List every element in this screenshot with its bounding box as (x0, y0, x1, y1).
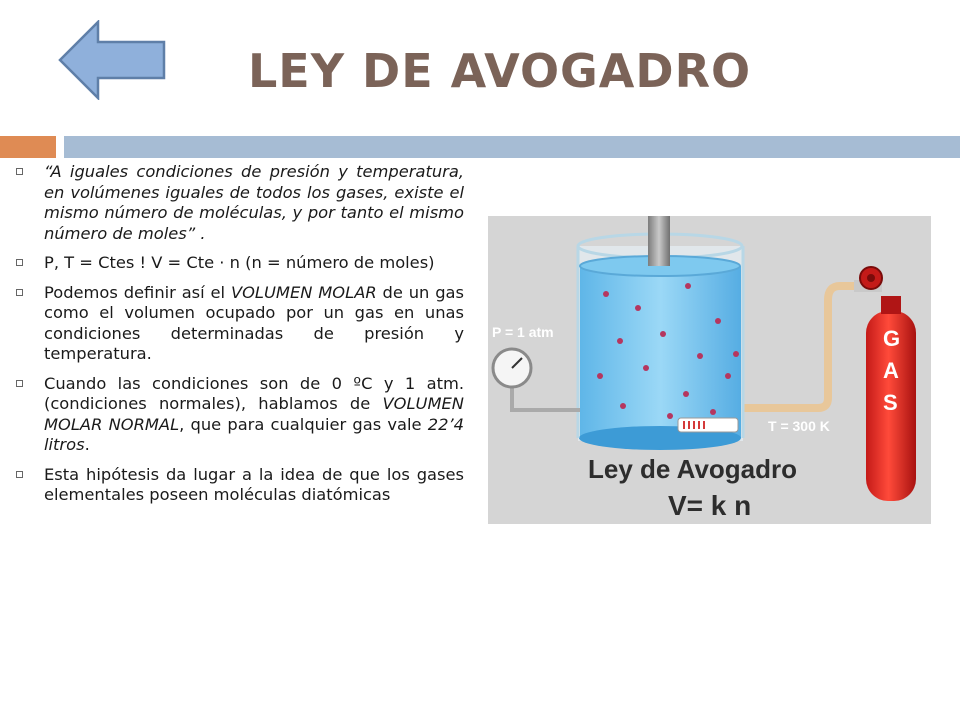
temperature-label: T = 300 K (768, 418, 830, 434)
accent-bar-orange (0, 136, 56, 158)
square-bullet-icon (16, 168, 23, 175)
bullet-normal-molar-volume: Cuando las condiciones son de 0 ºC y 1 atm. (condiciones normales), hablamos de VOLUMEN MOLAR NORMAL, que para cualquier gas vale 22’4 litros. (12, 374, 464, 456)
back-arrow-icon[interactable] (58, 20, 168, 100)
gas-letter-a: A (883, 358, 899, 383)
bullet-list (12, 162, 464, 515)
figure-caption-title: Ley de Avogadro (588, 454, 798, 484)
square-bullet-icon (16, 289, 23, 296)
slide-title: LEY DE AVOGADRO (248, 44, 752, 98)
square-bullet-icon (16, 471, 23, 478)
gas-letter-g: G (883, 326, 901, 351)
bullet-relation: P, T = Ctes ! V = Cte · n (n = número de moles) (12, 253, 464, 274)
gas-letter-s: S (883, 390, 898, 415)
accent-bar-blue (64, 136, 960, 158)
bullet-molar-volume: Podemos definir así el VOLUMEN MOLAR de un gas como el volumen ocupado por un gas en unas condiciones determinadas de presión y temperatura. (12, 283, 464, 365)
bullet-diatomic: Esta hipótesis da lugar a la idea de que los gases elementales poseen moléculas diatómicas (12, 465, 464, 506)
square-bullet-icon (16, 380, 23, 387)
figure-caption-equation: V= k n (668, 490, 752, 521)
bullet-avogadro-statement: “A iguales condiciones de presión y temperatura, en volúmenes iguales de todos los gases, existe el mismo número de moléculas, y por tanto el mismo número de moles” . (12, 162, 464, 244)
avogadro-figure (488, 216, 931, 524)
pressure-label: P = 1 atm (492, 324, 554, 340)
square-bullet-icon (16, 259, 23, 266)
